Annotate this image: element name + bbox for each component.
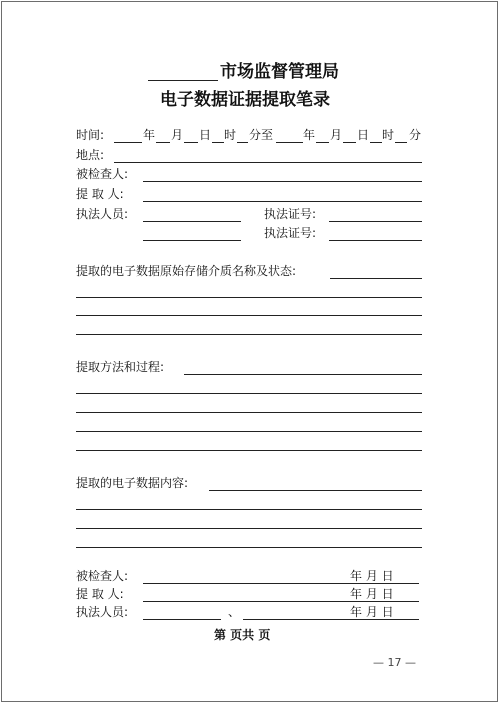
start-year-blank[interactable] (114, 142, 142, 143)
storage-medium-line-2[interactable] (76, 297, 422, 298)
start-month-blank[interactable] (156, 142, 170, 143)
content-line-3[interactable] (76, 528, 422, 529)
end-hour-blank[interactable] (370, 142, 382, 143)
signature-officer-1-field[interactable] (143, 619, 221, 620)
start-minute-blank[interactable] (237, 142, 248, 143)
storage-medium-line-3[interactable] (76, 315, 422, 316)
place-field[interactable] (114, 162, 422, 163)
end-hour-text: 时 (382, 128, 395, 142)
method-line-3[interactable] (76, 412, 422, 413)
start-month-text: 月 (171, 128, 184, 142)
content-line-4[interactable] (76, 547, 422, 548)
method-line-5[interactable] (76, 450, 422, 451)
content-field[interactable] (209, 490, 422, 491)
signature-officer-2-field[interactable] (243, 619, 419, 620)
signature-officer-label: 执法人员: (76, 605, 129, 619)
signature-inspected-field[interactable] (143, 583, 419, 584)
content-label: 提取的电子数据内容: (76, 476, 189, 490)
signature-inspected-date: 年 月 日 (350, 569, 394, 583)
method-field[interactable] (184, 374, 422, 375)
signature-separator: 、 (228, 605, 241, 619)
page-count: 第 页共 页 (214, 628, 271, 642)
end-minute-blank[interactable] (395, 142, 407, 143)
signature-officer-date: 年 月 日 (350, 605, 394, 619)
extractor-field[interactable] (143, 201, 422, 202)
signature-inspected-label: 被检查人: (76, 569, 129, 583)
time-label: 时间: (76, 128, 105, 142)
inspected-party-label: 被检查人: (76, 167, 129, 181)
agency-name-blank[interactable] (148, 80, 218, 81)
storage-medium-field[interactable] (330, 278, 422, 279)
officer-2-field[interactable] (143, 240, 241, 241)
end-day-blank[interactable] (343, 142, 356, 143)
start-hour-text: 时 (224, 128, 237, 142)
signature-extractor-date: 年 月 日 (350, 587, 394, 601)
page-number: — 17 — (373, 656, 416, 669)
end-minute-text: 分 (409, 128, 422, 142)
storage-medium-label: 提取的电子数据原始存储介质名称及状态: (76, 264, 297, 278)
method-line-2[interactable] (76, 393, 422, 394)
inspected-party-field[interactable] (143, 181, 422, 182)
document-title: 电子数据证据提取笔录 (160, 90, 330, 110)
content-line-2[interactable] (76, 509, 422, 510)
officer-2-cert-label: 执法证号: (264, 226, 317, 240)
end-year-text: 年 (303, 128, 316, 142)
place-label: 地点: (76, 148, 105, 162)
signature-extractor-field[interactable] (143, 601, 419, 602)
start-minute-text: 分至 (249, 128, 274, 142)
method-line-4[interactable] (76, 431, 422, 432)
storage-medium-line-4[interactable] (76, 334, 422, 335)
officer-1-field[interactable] (143, 221, 241, 222)
officer-1-cert-field[interactable] (329, 221, 422, 222)
start-day-text: 日 (199, 128, 212, 142)
extractor-label: 提 取 人: (76, 187, 124, 201)
end-month-blank[interactable] (316, 142, 329, 143)
agency-suffix: 市场监督管理局 (220, 62, 339, 82)
end-year-blank[interactable] (276, 142, 303, 143)
officer-2-cert-field[interactable] (329, 240, 422, 241)
start-year-text: 年 (143, 128, 156, 142)
officer-1-cert-label: 执法证号: (264, 207, 317, 221)
end-day-text: 日 (357, 128, 370, 142)
end-month-text: 月 (330, 128, 343, 142)
method-label: 提取方法和过程: (76, 360, 165, 374)
start-hour-blank[interactable] (212, 142, 224, 143)
signature-extractor-label: 提 取 人: (76, 587, 124, 601)
officer-label: 执法人员: (76, 207, 129, 221)
start-day-blank[interactable] (184, 142, 198, 143)
